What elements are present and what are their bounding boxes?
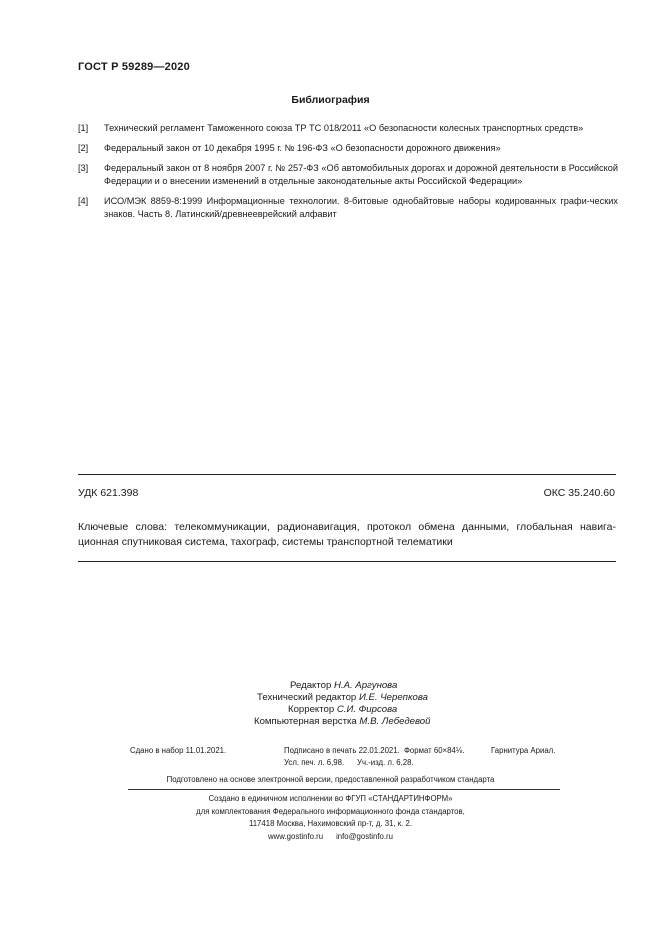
publisher-contacts	[0, 831, 661, 844]
credit-label: Технический редактор	[257, 692, 357, 703]
divider-bottom	[78, 561, 616, 562]
publisher-address: 117418 Москва, Нахимовский пр-т, д. 31, к. 2.	[248, 819, 413, 828]
bibliography-entry	[78, 142, 618, 155]
standard-id: ГОСТ Р 59289—2020	[78, 61, 190, 73]
print-typeset: Сдано в набор 11.01.2021.	[130, 746, 227, 755]
entry-text: Федеральный закон от 10 декабря 1995 г. № 196-ФЗ «О безопасности дорожного движения»	[104, 143, 501, 153]
oks-code: ОКС 35.240.60	[543, 487, 615, 499]
credit-name: Н.А. Аргунова	[333, 680, 398, 691]
entry-number: [1]	[78, 123, 89, 133]
entry-text: Технический регламент Таможенного союза ТР ТС 018/2011 «О безопасности колесных транспортных средств»	[104, 123, 584, 133]
entry-number: [2]	[78, 143, 89, 153]
print-signed: Подписано в печать 22.01.2021.	[284, 746, 400, 755]
publisher-line: для комплектования Федерального информационного фонда стандартов,	[196, 806, 465, 816]
credit-label: Корректор	[288, 704, 335, 715]
credit-editor	[290, 680, 397, 692]
print-format: Формат 60×84⅛.	[404, 746, 465, 755]
credit-name: М.В. Лебедевой	[359, 716, 431, 727]
bibliography-entry	[78, 162, 618, 188]
credit-label: Редактор	[290, 680, 332, 691]
entry-number: [4]	[78, 196, 89, 206]
publisher-line: Создано в единичном исполнении во ФГУП «СТАНДАРТИНФОРМ»	[208, 794, 453, 803]
keywords: Ключевые слова: телекоммуникации, радионавигация, протокол обмена данными, глобальная навига-ционная спутниковая система, тахограф, системы транспортной телематики	[78, 521, 616, 548]
print-typeface: Гарнитура Ариал.	[491, 746, 556, 755]
entry-number: [3]	[78, 163, 89, 173]
entry-text: ИСО/МЭК 8859-8:1999 Информационные технологии. 8-битовые однобайтовые наборы кодированных графи-ческих знаков. Часть 8. Латинский/древнееврейский алфавит	[104, 196, 618, 219]
email-link[interactable]: info@gostinfo.ru	[336, 831, 393, 841]
bibliography-entry	[78, 195, 618, 221]
print-pub-sheets: Уч.-изд. л. 6,28.	[357, 758, 414, 767]
publisher-info	[0, 793, 661, 843]
credit-tech-editor	[257, 692, 428, 704]
credit-layout	[254, 716, 430, 728]
bibliography-entry	[78, 122, 618, 135]
credit-name: И.Е. Черепкова	[358, 692, 428, 703]
udk-code: УДК 621.398	[78, 487, 139, 499]
credit-name: С.И. Фирсова	[336, 704, 398, 715]
divider-publisher	[128, 789, 560, 790]
website-link[interactable]: www.gostinfo.ru	[268, 831, 324, 841]
prepared-note: Подготовлено на основе электронной версии, предоставленной разработчиком стандарта	[166, 775, 495, 784]
bibliography-title: Библиография	[291, 94, 370, 106]
divider-top	[78, 474, 616, 475]
entry-text: Федеральный закон от 8 ноября 2007 г. № 257-ФЗ «Об автомобильных дорогах и дорожной деятельности в Российской Федерации и о внесении изменений в отдельные законодательные акты Российской Федерации»	[104, 163, 618, 186]
print-conv-sheets: Усл. печ. л. 6,98.	[284, 758, 345, 767]
credit-proofreader	[288, 704, 397, 716]
credit-label: Компьютерная верстка	[254, 716, 357, 727]
